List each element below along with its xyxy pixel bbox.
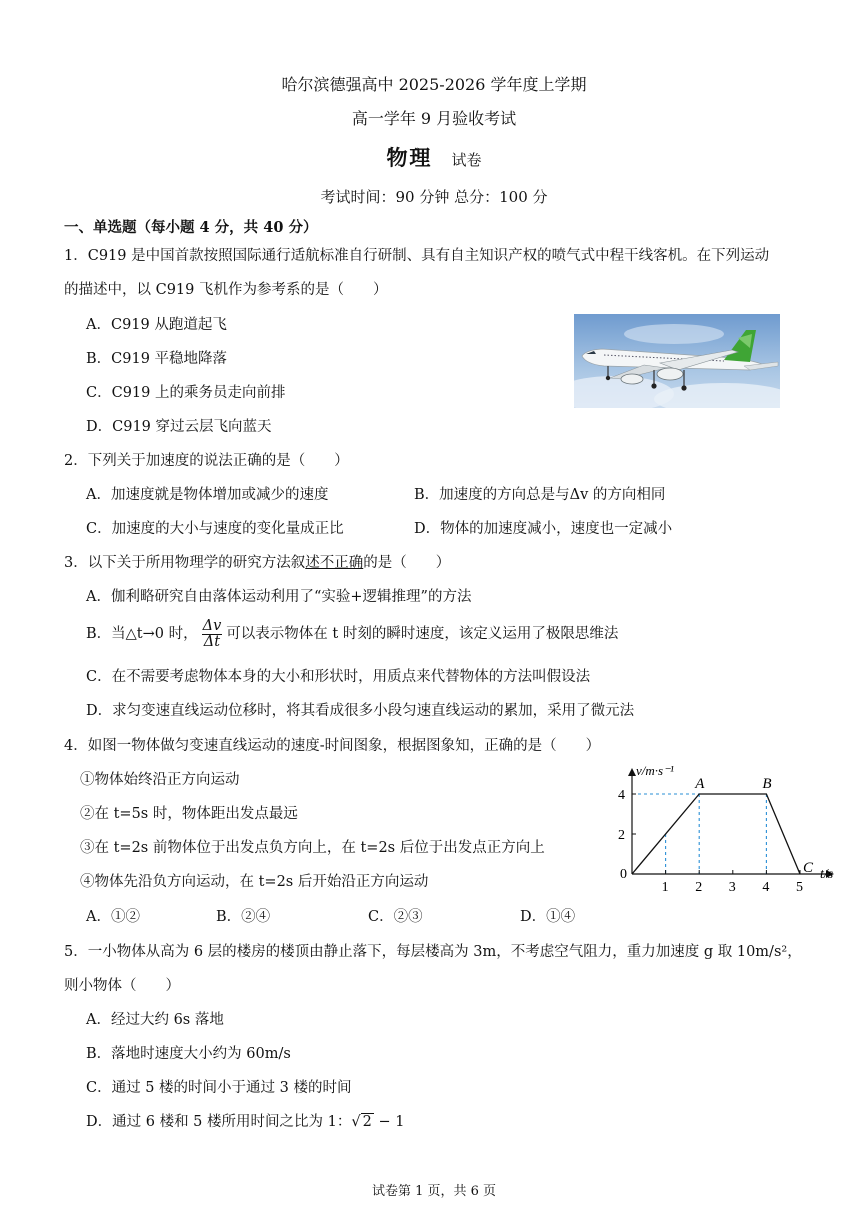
q3-option-b-pre: B．当△t→0 时， [86, 626, 198, 642]
point-label-c: C [803, 860, 814, 876]
velocity-time-graph [600, 762, 850, 897]
q4-stem: 4．如图一物体做匀变速直线运动的速度-时间图象，根据图象知，正确的是（ ） [64, 738, 601, 754]
subject-name: 物理 [386, 145, 433, 170]
x-tick-label: 4 [762, 880, 770, 895]
q4-statement-2: ②在 t=5s 时，物体距出发点最远 [80, 806, 298, 822]
fraction-numerator: Δv [202, 617, 222, 634]
y-axis-label: v/m·s⁻¹ [636, 763, 674, 778]
point-label-a: A [695, 776, 705, 792]
q2-option-c: C．加速度的大小与速度的变化量成正比 [86, 521, 344, 537]
q3-option-b-post: 可以表示物体在 t 时刻的瞬时速度，该定义运用了极限思维法 [226, 626, 619, 642]
q1-stem-line1: 1．C919 是中国首款按照国际通行适航标准自行研制、具有自主知识产权的喷气式中程干线客机。在下列运动 [64, 248, 770, 264]
q1-option-a: A．C919 从跑道起飞 [86, 317, 227, 333]
q4-choice-d: D．①④ [520, 909, 576, 925]
q1-stem-line2: 的描述中，以 C919 飞机作为参考系的是（ ） [64, 282, 388, 298]
q1-option-b: B．C919 平稳地降落 [86, 351, 228, 367]
c919-airplane-image [574, 314, 780, 408]
q2-stem: 2．下列关于加速度的说法正确的是（ ） [64, 453, 349, 469]
q4-choice-c: C．②③ [368, 909, 423, 925]
x-tick-label: 3 [728, 880, 736, 895]
school-title: 哈尔滨德强高中 2025-2026 学年度上学期 [281, 75, 587, 94]
q3-stem-post: 的是（ ） [363, 555, 451, 571]
q3-stem-pre: 3．以下关于所用物理学的研究方法叙 [64, 555, 306, 571]
q4-choice-b: B．②④ [216, 909, 271, 925]
delta-v-over-delta-t [202, 619, 223, 650]
velocity-series-line [632, 794, 800, 874]
q2-option-a: A．加速度就是物体增加或减少的速度 [86, 487, 329, 503]
q3-option-c: C．在不需要考虑物体本身的大小和形状时，用质点来代替物体的方法叫假设法 [86, 669, 591, 685]
y-axis-arrow [628, 768, 636, 776]
origin-label: 0 [620, 867, 627, 882]
paper-label: 试卷 [451, 151, 482, 169]
q4-statement-4: ④物体先沿负方向运动，在 t=2s 后开始沿正方向运动 [80, 874, 429, 890]
q5-option-b: B．落地时速度大小约为 60m/s [86, 1046, 291, 1062]
fraction-denominator: Δt [203, 633, 221, 650]
q3-option-b [86, 614, 618, 654]
exam-title: 高一学年 9 月验收考试 [351, 109, 517, 128]
q5-stem-line1: 5．一小物体从高为 6 层的楼房的楼顶由静止落下，每层楼高为 3m，不考虑空气阻力，重力加速度 g 取 10m/s²， [64, 944, 802, 960]
subject-line [0, 142, 868, 172]
x-axis-label: t/s [820, 867, 834, 882]
q2-option-d: D．物体的加速度减小，速度也一定减小 [414, 521, 673, 537]
section-heading: 一、单选题（每小题 4 分，共 40 分） [64, 219, 318, 236]
y-tick-label: 4 [618, 788, 625, 803]
q5-option-d [86, 1110, 404, 1131]
q3-stem [64, 551, 450, 572]
q3-option-d: D．求匀变速直线运动位移时，将其看成很多小段匀速直线运动的累加，采用了微元法 [86, 703, 635, 719]
q3-stem-underline: 述不正确 [305, 555, 364, 571]
q5-option-a: A．经过大约 6s 落地 [86, 1012, 224, 1028]
q3-option-a: A．伽利略研究自由落体运动利用了“实验+逻辑推理”的方法 [86, 589, 472, 605]
page-footer: 试卷第 1 页，共 6 页 [371, 1184, 497, 1199]
q4-choice-a: A．①② [86, 909, 140, 925]
q5-stem-line2: 则小物体（ ） [64, 978, 180, 994]
q5-option-d-pre: D．通过 6 楼和 5 楼所用时间之比为 1： [86, 1114, 352, 1130]
q5-option-c: C．通过 5 楼的时间小于通过 3 楼的时间 [86, 1080, 352, 1096]
sqrt-radicand: 2 [362, 1114, 372, 1130]
y-tick-label: 2 [618, 828, 625, 843]
time-score-info: 考试时间：90 分钟 总分：100 分 [320, 188, 548, 206]
q5-option-d-post: − 1 [373, 1114, 405, 1130]
x-tick-label: 1 [661, 880, 669, 895]
q2-option-b: B．加速度的方向总是与Δv 的方向相同 [414, 487, 666, 503]
point-label-b: B [762, 776, 772, 792]
q4-statement-1: ①物体始终沿正方向运动 [80, 772, 240, 788]
q1-option-d: D．C919 穿过云层飞向蓝天 [86, 419, 272, 435]
q4-statement-3: ③在 t=2s 前物体位于出发点负方向上，在 t=2s 后位于出发点正方向上 [80, 840, 545, 856]
x-tick-label: 5 [796, 880, 803, 895]
q1-option-c: C．C919 上的乘务员走向前排 [86, 385, 286, 401]
x-tick-label: 2 [695, 880, 703, 895]
sqrt-expression: √ 2 [351, 1114, 372, 1130]
